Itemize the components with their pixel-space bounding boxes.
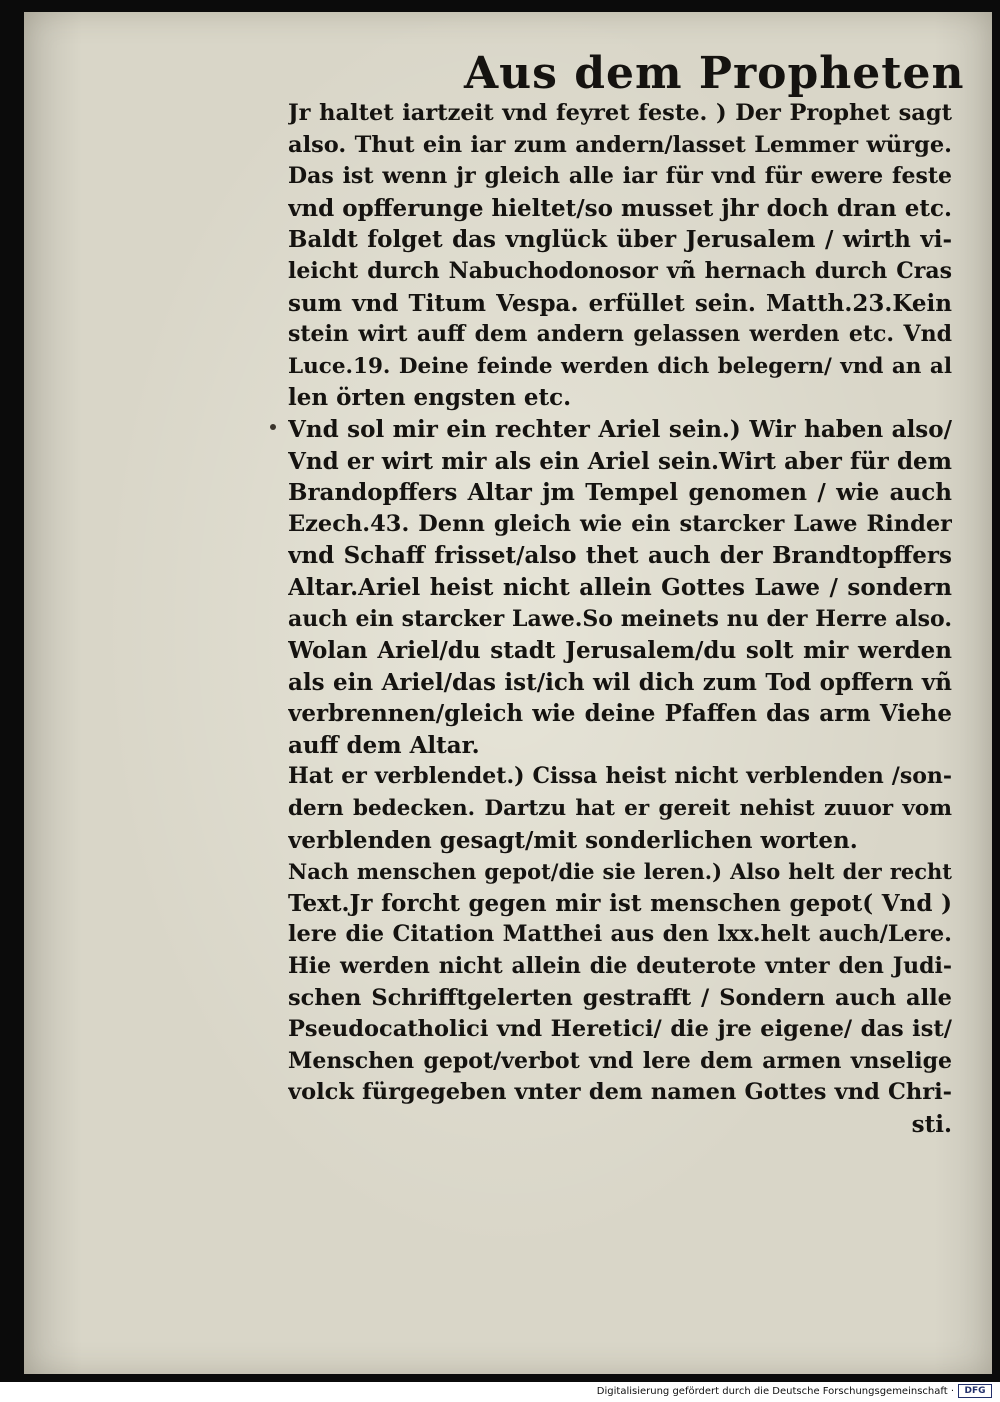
text-line: vnd opfferunge hieltet/so musset jhr doch dran etc. [288,194,952,222]
text-line: Nach menschen gepot/die sie leren.) Also helt der recht [288,859,952,885]
text-line: Text.Jr forcht gegen mir ist menschen gepot( Vnd ) [288,889,952,917]
text-line-catchword: sti. [911,1111,952,1138]
paragraph-mark [270,424,276,430]
text-line: Baldt folget das vnglück über Jerusalem / wirth vi- [288,226,952,254]
text-line: Brandopffers Altar jm Tempel genomen / wie auch [288,479,952,507]
text-line: Hat er verblendet.) Cissa heist nicht verblenden /son- [288,763,952,790]
text-line: Jr haltet iartzeit vnd feyret feste. ) Der Prophet sagt [288,100,952,126]
text-line: Hie werden nicht allein die deuterote vnter den Judi- [288,953,952,980]
text-line: Altar.Ariel heist nicht allein Gottes Lawe / sondern [288,573,952,601]
text-line: lere die Citation Matthei aus den lxx.helt auch/Lere. [288,921,952,948]
text-line: volck fürgegeben vnter dem namen Gottes vnd Chri- [288,1079,952,1106]
text-line: Menschen gepot/verbot vnd lere dem armen vnselige [288,1047,952,1074]
text-line: stein wirt auff dem andern gelassen werden etc. Vnd [288,321,952,348]
text-line: Das ist wenn jr gleich alle iar für vnd für ewere feste [288,163,952,190]
dfg-logo: DFG [958,1384,992,1398]
text-line: als ein Ariel/das ist/ich wil dich zum Tod opffern vñ [288,668,952,696]
text-line: vnd Schaff frisset/also thet auch der Brandtopffers [288,542,952,570]
text-line: dern bedecken. Dartzu hat er gereit nehist zuuor vom [288,796,952,822]
text-line: schen Schrifftgelerten gestrafft / Sondern auch alle [288,984,952,1011]
footer-bar [0,1382,1000,1402]
text-line: verblenden gesagt/mit sonderlichen worten. [288,826,858,854]
page-text [288,98,952,1141]
text-line: Vnd er wirt mir als ein Ariel sein.Wirt aber für dem [288,447,952,475]
text-line: also. Thut ein iar zum andern/lasset Lemmer würge. [288,131,952,158]
text-line: auff dem Altar. [288,731,480,759]
text-line: auch ein starcker Lawe.So meinets nu der Herre also. [288,605,952,632]
text-line: Luce.19. Deine feinde werden dich belegern/ vnd an al [288,353,952,379]
text-line: Pseudocatholici vnd Heretici/ die jre eigene/ das ist/ [288,1016,952,1043]
text-line: verbrennen/gleich wie deine Pfaffen das arm Viehe [288,700,952,728]
text-line: Vnd sol mir ein rechter Ariel sein.) Wir haben also/ [288,415,952,443]
text-line: Wolan Ariel/du stadt Jerusalem/du solt mir werden [288,637,952,665]
funding-credit: Digitalisierung gefördert durch die Deutsche Forschungsgemeinschaft · [596,1386,954,1397]
running-title: Aus dem Propheten [464,48,965,99]
text-line: sum vnd Titum Vespa. erfüllet sein. Matth.23.Kein [288,289,952,317]
text-line: leicht durch Nabuchodonosor vñ hernach durch Cras [288,257,952,284]
text-line: Ezech.43. Denn gleich wie ein starcker Lawe Rinder [288,510,952,537]
text-line: len örten engsten etc. [288,384,572,412]
